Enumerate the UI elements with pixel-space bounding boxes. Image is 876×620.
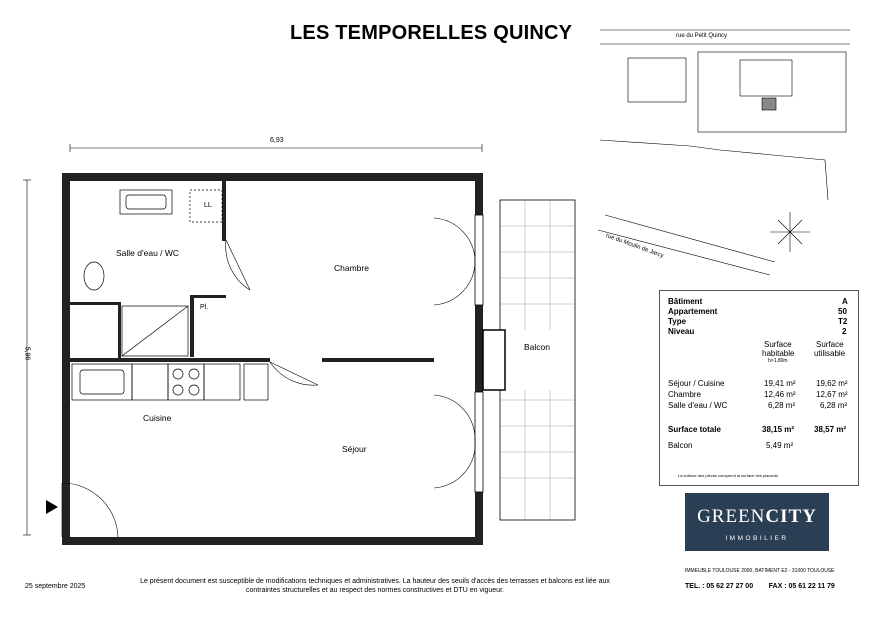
fixtures bbox=[72, 190, 268, 400]
room-label-ll: LL bbox=[204, 202, 212, 209]
batiment-value: A bbox=[842, 297, 848, 306]
room-label-placard: Pl. bbox=[200, 304, 209, 311]
total-habitable: 38,15 m² bbox=[762, 425, 795, 434]
room-label-salle-eau: Salle d'eau / WC bbox=[116, 248, 180, 258]
niveau-label: Niveau bbox=[668, 327, 695, 336]
type-label: Type bbox=[668, 317, 687, 326]
row-habitable: 12,46 m² bbox=[764, 390, 796, 399]
info-panel bbox=[659, 290, 859, 486]
dimension-lines bbox=[23, 144, 482, 535]
appartement-value: 50 bbox=[838, 307, 847, 316]
appartement-label: Appartement bbox=[668, 307, 718, 316]
logo-city: CITY bbox=[765, 506, 817, 527]
legal-note-line2: contraintes structurelles et au respect des normes constructives et DTU en vigueur. bbox=[246, 587, 504, 594]
width-dimension: 6,93 bbox=[270, 137, 284, 144]
room-label-chambre: Chambre bbox=[334, 263, 369, 273]
company-phone: TEL. : 05 62 27 27 00 FAX : 05 61 22 11 79 bbox=[685, 583, 835, 590]
legal-note bbox=[120, 577, 630, 595]
street-top-label: rue du Petit Quincy bbox=[676, 33, 728, 39]
height-dimension: 5,96 bbox=[23, 346, 31, 361]
total-label: Surface totale bbox=[668, 425, 721, 434]
balcon-label: Balcon bbox=[668, 441, 693, 450]
row-habitable: 6,28 m² bbox=[768, 401, 796, 410]
document-date: 25 septembre 2025 bbox=[25, 583, 86, 590]
logo-subtitle: IMMOBILIER bbox=[725, 535, 789, 542]
balcony-area bbox=[483, 200, 575, 520]
row-label: Chambre bbox=[668, 390, 701, 399]
col2-header-1: Surface bbox=[816, 340, 844, 349]
type-value: T2 bbox=[838, 317, 848, 326]
company-address: IMMEUBLE TOULOUSE 2000, BATIMENT E2 - 31000 TOULOUSE bbox=[685, 568, 835, 574]
batiment-label: Bâtiment bbox=[668, 297, 703, 306]
total-utilisable: 38,57 m² bbox=[814, 425, 847, 434]
col1-header-2: habitable bbox=[762, 349, 795, 358]
room-label-sejour: Séjour bbox=[342, 444, 367, 454]
col1-header-1: Surface bbox=[764, 340, 792, 349]
room-label-balcon: Balcon bbox=[524, 342, 550, 352]
logo-wordmark bbox=[685, 506, 829, 528]
site-plan bbox=[598, 30, 850, 275]
row-label: Salle d'eau / WC bbox=[668, 401, 728, 410]
legal-note-line1: Le présent document est susceptible de modifications techniques et administratives. La hauteur des seuils d'accès des terrasses et balcons est liée aux bbox=[140, 578, 610, 585]
walls bbox=[62, 173, 483, 545]
balcon-value: 5,49 m² bbox=[766, 441, 794, 450]
entrance-arrow-icon bbox=[46, 500, 58, 514]
niveau-value: 2 bbox=[842, 327, 847, 336]
surface-note: La surface des pièces comprend la surface des placards bbox=[678, 473, 779, 478]
logo-green: GREEN bbox=[697, 506, 766, 527]
page-title: LES TEMPORELLES QUINCY bbox=[290, 22, 573, 44]
row-habitable: 19,41 m² bbox=[764, 379, 796, 388]
col1-header-3: h>1.80m bbox=[768, 358, 788, 364]
greencity-logo bbox=[685, 493, 829, 551]
room-label-cuisine: Cuisine bbox=[143, 413, 172, 423]
row-utilisable: 6,28 m² bbox=[820, 401, 848, 410]
row-utilisable: 19,62 m² bbox=[816, 379, 848, 388]
col2-header-2: utilisable bbox=[814, 349, 846, 358]
row-label: Séjour / Cuisine bbox=[668, 379, 725, 388]
row-utilisable: 12,67 m² bbox=[816, 390, 848, 399]
street-bottom-label: rue du Moulin de Jarcy bbox=[604, 233, 665, 260]
